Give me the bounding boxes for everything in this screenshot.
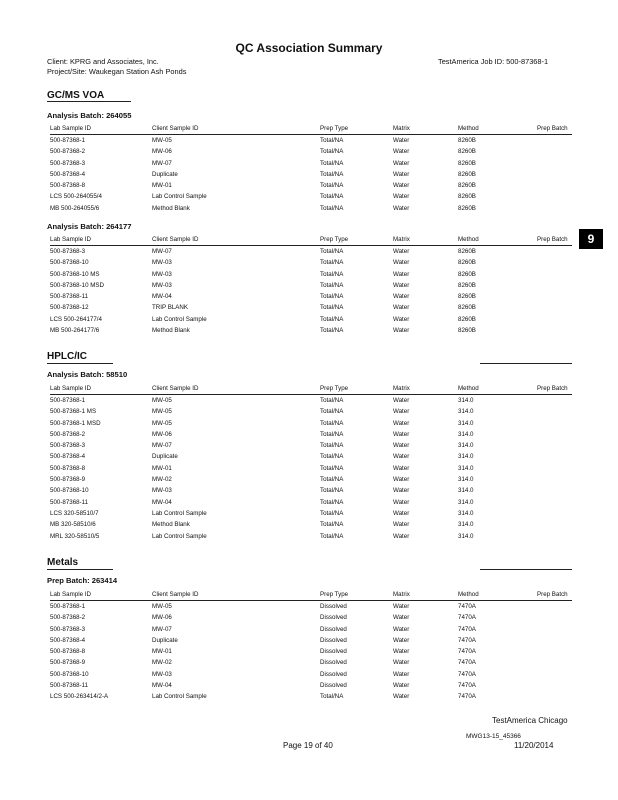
column-header-row	[50, 590, 572, 601]
cell-client-sample-id: MW-04	[152, 498, 172, 506]
cell-method: 7470A	[458, 603, 476, 610]
cell-lab-sample-id: 500-87368-10	[50, 259, 89, 267]
cell-prep-type: Total/NA	[320, 137, 344, 144]
col-lab-sample-id: Lab Sample ID	[50, 236, 91, 243]
col-prep-batch: Prep Batch	[537, 125, 568, 132]
cell-prep-type: Total/NA	[320, 442, 344, 450]
cell-method: 8260B	[458, 304, 476, 312]
table-row	[50, 314, 572, 325]
cell-method: 7470A	[458, 636, 476, 644]
col-lab-sample-id: Lab Sample ID	[50, 125, 91, 132]
cell-client-sample-id: Duplicate	[152, 170, 178, 178]
cell-matrix: Water	[393, 453, 410, 461]
cell-lab-sample-id: LCS 500-264177/4	[50, 315, 102, 323]
cell-method: 7470A	[458, 682, 476, 690]
cell-matrix: Water	[393, 419, 410, 427]
cell-method: 7470A	[458, 659, 476, 667]
cell-matrix: Water	[393, 408, 410, 416]
footer-company: TestAmerica Chicago	[492, 716, 568, 725]
table-row	[50, 657, 572, 668]
cell-method: 314.0	[458, 498, 474, 506]
cell-method: 8260B	[458, 270, 476, 278]
qc-table	[50, 590, 572, 703]
cell-method: 314.0	[458, 430, 474, 438]
section-rule	[47, 363, 113, 364]
col-client-sample-id: Client Sample ID	[152, 591, 199, 598]
table-row	[50, 203, 572, 214]
table-row	[50, 508, 572, 519]
column-header-row	[50, 235, 572, 246]
cell-lab-sample-id: 500-87368-9	[50, 476, 86, 484]
cell-method: 314.0	[458, 487, 474, 495]
cell-matrix: Water	[393, 682, 410, 690]
col-client-sample-id: Client Sample ID	[152, 125, 199, 132]
cell-prep-type: Dissolved	[320, 625, 347, 633]
cell-method: 7470A	[458, 648, 476, 656]
cell-client-sample-id: MW-04	[152, 293, 172, 301]
cell-matrix: Water	[393, 204, 410, 212]
table-row	[50, 624, 572, 635]
cell-lab-sample-id: 500-87368-1	[50, 397, 86, 404]
cell-client-sample-id: Lab Control Sample	[152, 315, 207, 323]
cell-matrix: Water	[393, 614, 410, 622]
cell-prep-type: Dissolved	[320, 614, 347, 622]
cell-client-sample-id: MW-03	[152, 270, 172, 278]
cell-lab-sample-id: 500-87368-3	[50, 625, 86, 633]
cell-method: 8260B	[458, 204, 476, 212]
cell-client-sample-id: MW-03	[152, 281, 172, 289]
table-row	[50, 158, 572, 169]
batch-label: Analysis Batch: 58510	[47, 370, 128, 379]
cell-matrix: Water	[393, 442, 410, 450]
cell-prep-type: Total/NA	[320, 476, 344, 484]
qc-table	[50, 124, 572, 214]
cell-client-sample-id: MW-02	[152, 659, 172, 667]
section-rule	[47, 101, 131, 102]
cell-matrix: Water	[393, 248, 410, 255]
cell-method: 8260B	[458, 193, 476, 201]
cell-client-sample-id: Lab Control Sample	[152, 693, 207, 701]
cell-client-sample-id: MW-06	[152, 430, 172, 438]
cell-client-sample-id: MW-07	[152, 625, 172, 633]
column-header-row	[50, 124, 572, 135]
cell-method: 314.0	[458, 464, 474, 472]
cell-prep-type: Total/NA	[320, 464, 344, 472]
table-row	[50, 280, 572, 291]
cell-method: 314.0	[458, 532, 474, 540]
cell-matrix: Water	[393, 137, 410, 144]
col-prep-type: Prep Type	[320, 125, 349, 132]
table-row	[50, 429, 572, 440]
cell-client-sample-id: Method Blank	[152, 521, 190, 529]
section-rule	[47, 569, 113, 570]
cell-lab-sample-id: 500-87368-12	[50, 304, 89, 312]
cell-client-sample-id: Lab Control Sample	[152, 509, 207, 517]
cell-client-sample-id: MW-05	[152, 397, 172, 404]
col-method: Method	[458, 591, 479, 598]
cell-prep-type: Total/NA	[320, 182, 344, 190]
cell-client-sample-id: Method Blank	[152, 327, 190, 335]
cell-prep-type: Total/NA	[320, 170, 344, 178]
cell-lab-sample-id: 500-87368-11	[50, 498, 89, 506]
col-matrix: Matrix	[393, 236, 410, 243]
cell-client-sample-id: MW-01	[152, 648, 172, 656]
cell-matrix: Water	[393, 625, 410, 633]
cell-lab-sample-id: 500-87368-8	[50, 182, 86, 190]
cell-matrix: Water	[393, 270, 410, 278]
cell-client-sample-id: TRIP BLANK	[152, 304, 188, 312]
cell-method: 8260B	[458, 327, 476, 335]
cell-matrix: Water	[393, 603, 410, 610]
cell-lab-sample-id: 500-87368-9	[50, 659, 86, 667]
cell-matrix: Water	[393, 182, 410, 190]
cell-prep-type: Total/NA	[320, 408, 344, 416]
cell-client-sample-id: MW-02	[152, 476, 172, 484]
table-row	[50, 325, 572, 336]
cell-method: 8260B	[458, 137, 476, 144]
cell-method: 314.0	[458, 397, 474, 404]
cell-lab-sample-id: 500-87368-3	[50, 248, 86, 255]
cell-method: 7470A	[458, 670, 476, 678]
cell-client-sample-id: Duplicate	[152, 453, 178, 461]
cell-client-sample-id: MW-05	[152, 408, 172, 416]
table-row	[50, 497, 572, 508]
table-row	[50, 635, 572, 646]
cell-matrix: Water	[393, 532, 410, 540]
cell-client-sample-id: MW-03	[152, 670, 172, 678]
cell-matrix: Water	[393, 648, 410, 656]
cell-lab-sample-id: 500-87368-2	[50, 614, 86, 622]
project-site: Project/Site: Waukegan Station Ash Ponds	[47, 67, 187, 76]
job-id: TestAmerica Job ID: 500-87368-1	[438, 57, 549, 66]
section-rule	[480, 363, 572, 364]
cell-prep-type: Total/NA	[320, 315, 344, 323]
cell-method: 7470A	[458, 614, 476, 622]
cell-prep-type: Total/NA	[320, 204, 344, 212]
cell-prep-type: Total/NA	[320, 430, 344, 438]
table-row	[50, 463, 572, 474]
cell-method: 314.0	[458, 509, 474, 517]
section-tab: 9	[579, 229, 603, 249]
table-row	[50, 406, 572, 417]
cell-prep-type: Total/NA	[320, 248, 344, 255]
cell-method: 8260B	[458, 281, 476, 289]
cell-matrix: Water	[393, 670, 410, 678]
cell-lab-sample-id: 500-87368-4	[50, 636, 86, 644]
cell-method: 314.0	[458, 521, 474, 529]
cell-matrix: Water	[393, 476, 410, 484]
col-client-sample-id: Client Sample ID	[152, 236, 199, 243]
cell-matrix: Water	[393, 327, 410, 335]
table-row	[50, 680, 572, 691]
cell-prep-type: Total/NA	[320, 148, 344, 156]
col-prep-type: Prep Type	[320, 591, 349, 598]
table-row	[50, 135, 572, 146]
cell-method: 8260B	[458, 248, 476, 255]
cell-lab-sample-id: 500-87368-11	[50, 293, 89, 301]
cell-prep-type: Total/NA	[320, 487, 344, 495]
cell-matrix: Water	[393, 487, 410, 495]
cell-client-sample-id: MW-03	[152, 487, 172, 495]
table-row	[50, 146, 572, 157]
table-row	[50, 169, 572, 180]
cell-method: 8260B	[458, 293, 476, 301]
cell-method: 314.0	[458, 419, 474, 427]
footer-date: 11/20/2014	[514, 741, 554, 750]
cell-matrix: Water	[393, 315, 410, 323]
cell-method: 8260B	[458, 259, 476, 267]
cell-matrix: Water	[393, 170, 410, 178]
cell-prep-type: Total/NA	[320, 270, 344, 278]
col-matrix: Matrix	[393, 591, 410, 598]
col-method: Method	[458, 125, 479, 132]
table-row	[50, 451, 572, 462]
cell-lab-sample-id: 500-87368-1 MSD	[50, 419, 101, 427]
cell-matrix: Water	[393, 259, 410, 267]
cell-lab-sample-id: MB 500-264177/6	[50, 327, 100, 335]
cell-matrix: Water	[393, 397, 410, 404]
cell-lab-sample-id: MB 320-58510/6	[50, 521, 96, 529]
batch-label: Prep Batch: 263414	[47, 576, 118, 585]
footer-code: MWG13-15_45366	[466, 733, 521, 740]
cell-lab-sample-id: LCS 500-263414/2-A	[50, 693, 109, 701]
table-row	[50, 291, 572, 302]
table-row	[50, 531, 572, 542]
cell-method: 8260B	[458, 148, 476, 156]
section-heading: HPLC/IC	[47, 351, 87, 362]
table-row	[50, 519, 572, 530]
cell-lab-sample-id: LCS 320-58510/7	[50, 509, 99, 517]
table-row	[50, 440, 572, 451]
cell-lab-sample-id: 500-87368-1 MS	[50, 408, 97, 416]
cell-lab-sample-id: MB 500-264055/6	[50, 204, 100, 212]
cell-prep-type: Total/NA	[320, 532, 344, 540]
cell-prep-type: Dissolved	[320, 670, 347, 678]
cell-method: 314.0	[458, 453, 474, 461]
col-prep-type: Prep Type	[320, 236, 349, 243]
qc-table	[50, 235, 572, 336]
cell-lab-sample-id: 500-87368-10	[50, 670, 89, 678]
cell-prep-type: Total/NA	[320, 193, 344, 201]
table-row	[50, 269, 572, 280]
cell-matrix: Water	[393, 430, 410, 438]
cell-prep-type: Total/NA	[320, 509, 344, 517]
cell-lab-sample-id: 500-87368-1	[50, 603, 86, 610]
cell-prep-type: Total/NA	[320, 281, 344, 289]
cell-client-sample-id: Lab Control Sample	[152, 532, 207, 540]
cell-prep-type: Total/NA	[320, 693, 344, 701]
page-title: QC Association Summary	[235, 41, 383, 55]
col-method: Method	[458, 236, 479, 243]
cell-method: 314.0	[458, 442, 474, 450]
cell-client-sample-id: Method Blank	[152, 204, 190, 212]
col-client-sample-id: Client Sample ID	[152, 385, 199, 392]
cell-client-sample-id: MW-06	[152, 614, 172, 622]
cell-lab-sample-id: 500-87368-10 MS	[50, 270, 100, 278]
cell-client-sample-id: MW-03	[152, 259, 172, 267]
cell-lab-sample-id: 500-87368-11	[50, 682, 89, 690]
cell-method: 8260B	[458, 315, 476, 323]
cell-client-sample-id: MW-07	[152, 442, 172, 450]
batch-label: Analysis Batch: 264177	[47, 222, 132, 231]
col-method: Method	[458, 385, 479, 392]
table-row	[50, 191, 572, 202]
cell-method: 8260B	[458, 159, 476, 167]
cell-prep-type: Dissolved	[320, 659, 347, 667]
cell-prep-type: Total/NA	[320, 498, 344, 506]
cell-lab-sample-id: 500-87368-10 MSD	[50, 281, 105, 289]
footer-page: Page 19 of 40	[283, 741, 333, 750]
cell-client-sample-id: MW-07	[152, 248, 172, 255]
cell-lab-sample-id: LCS 500-264055/4	[50, 193, 102, 201]
cell-matrix: Water	[393, 159, 410, 167]
col-matrix: Matrix	[393, 125, 410, 132]
cell-lab-sample-id: 500-87368-8	[50, 648, 86, 656]
cell-client-sample-id: Lab Control Sample	[152, 193, 207, 201]
table-row	[50, 302, 572, 313]
cell-client-sample-id: Duplicate	[152, 636, 178, 644]
cell-method: 7470A	[458, 625, 476, 633]
cell-client-sample-id: MW-05	[152, 419, 172, 427]
table-row	[50, 485, 572, 496]
col-prep-batch: Prep Batch	[537, 236, 568, 243]
table-row	[50, 691, 572, 702]
cell-lab-sample-id: 500-87368-4	[50, 453, 86, 461]
cell-prep-type: Total/NA	[320, 521, 344, 529]
cell-matrix: Water	[393, 193, 410, 201]
col-lab-sample-id: Lab Sample ID	[50, 591, 91, 598]
cell-method: 7470A	[458, 693, 476, 701]
cell-prep-type: Total/NA	[320, 453, 344, 461]
cell-method: 8260B	[458, 170, 476, 178]
cell-client-sample-id: MW-05	[152, 603, 172, 610]
cell-matrix: Water	[393, 636, 410, 644]
cell-lab-sample-id: MRL 320-58510/5	[50, 532, 100, 540]
cell-prep-type: Dissolved	[320, 682, 347, 690]
cell-matrix: Water	[393, 498, 410, 506]
qc-table	[50, 384, 572, 542]
table-row	[50, 601, 572, 612]
table-row	[50, 474, 572, 485]
table-row	[50, 646, 572, 657]
cell-lab-sample-id: 500-87368-3	[50, 442, 86, 450]
section-heading: GC/MS VOA	[47, 90, 105, 101]
cell-prep-type: Total/NA	[320, 159, 344, 167]
cell-prep-type: Dissolved	[320, 603, 347, 610]
cell-client-sample-id: MW-01	[152, 464, 172, 472]
cell-lab-sample-id: 500-87368-3	[50, 159, 86, 167]
cell-matrix: Water	[393, 521, 410, 529]
cell-lab-sample-id: 500-87368-2	[50, 148, 86, 156]
client-name: Client: KPRG and Associates, Inc.	[47, 57, 159, 66]
cell-matrix: Water	[393, 509, 410, 517]
col-prep-type: Prep Type	[320, 385, 349, 392]
table-row	[50, 257, 572, 268]
cell-matrix: Water	[393, 293, 410, 301]
cell-matrix: Water	[393, 464, 410, 472]
col-matrix: Matrix	[393, 385, 410, 392]
cell-matrix: Water	[393, 693, 410, 701]
col-prep-batch: Prep Batch	[537, 591, 568, 598]
table-row	[50, 418, 572, 429]
table-row	[50, 612, 572, 623]
cell-prep-type: Total/NA	[320, 259, 344, 267]
table-row	[50, 180, 572, 191]
cell-client-sample-id: MW-07	[152, 159, 172, 167]
cell-matrix: Water	[393, 304, 410, 312]
cell-lab-sample-id: 500-87368-1	[50, 137, 86, 144]
cell-lab-sample-id: 500-87368-2	[50, 430, 86, 438]
column-header-row	[50, 384, 572, 395]
cell-client-sample-id: MW-01	[152, 182, 172, 190]
cell-method: 314.0	[458, 408, 474, 416]
cell-prep-type: Total/NA	[320, 293, 344, 301]
cell-matrix: Water	[393, 659, 410, 667]
cell-matrix: Water	[393, 281, 410, 289]
cell-matrix: Water	[393, 148, 410, 156]
section-heading: Metals	[47, 557, 79, 568]
col-lab-sample-id: Lab Sample ID	[50, 385, 91, 392]
cell-prep-type: Total/NA	[320, 419, 344, 427]
cell-client-sample-id: MW-06	[152, 148, 172, 156]
col-prep-batch: Prep Batch	[537, 385, 568, 392]
cell-prep-type: Dissolved	[320, 648, 347, 656]
table-row	[50, 246, 572, 257]
table-row	[50, 669, 572, 680]
cell-method: 8260B	[458, 182, 476, 190]
cell-prep-type: Dissolved	[320, 636, 347, 644]
cell-lab-sample-id: 500-87368-10	[50, 487, 89, 495]
cell-client-sample-id: MW-05	[152, 137, 172, 144]
cell-lab-sample-id: 500-87368-4	[50, 170, 86, 178]
cell-prep-type: Total/NA	[320, 327, 344, 335]
cell-prep-type: Total/NA	[320, 397, 344, 404]
cell-prep-type: Total/NA	[320, 304, 344, 312]
table-row	[50, 395, 572, 406]
section-rule	[480, 569, 572, 570]
cell-lab-sample-id: 500-87368-8	[50, 464, 86, 472]
cell-client-sample-id: MW-04	[152, 682, 172, 690]
batch-label: Analysis Batch: 264055	[47, 111, 132, 120]
cell-method: 314.0	[458, 476, 474, 484]
